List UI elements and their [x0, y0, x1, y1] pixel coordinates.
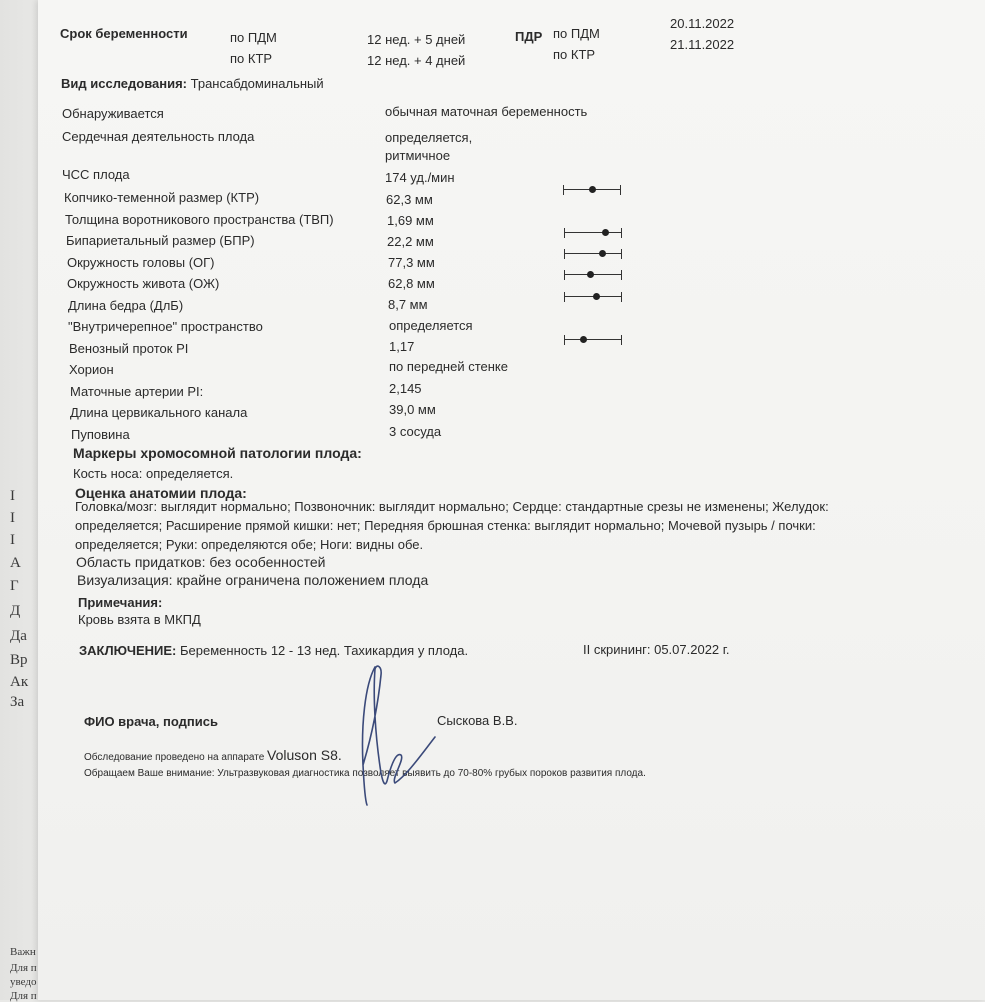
percentile-marker: [599, 250, 606, 257]
term-pdm-value: 12 нед. + 5 дней: [367, 32, 466, 47]
percentile-scale-og: [564, 249, 622, 259]
pdr-pdm-value: 20.11.2022: [670, 16, 735, 31]
row-label: Хорион: [69, 362, 114, 377]
under-text: Д: [10, 603, 21, 619]
row-label: Обнаруживается: [62, 106, 164, 121]
percentile-scale-dlb: [564, 292, 622, 302]
row-value: 77,3 мм: [388, 255, 435, 270]
percentile-marker: [602, 229, 609, 236]
under-text: Ак: [10, 674, 29, 690]
row-value: определяется,: [385, 130, 473, 145]
doctor-label: ФИО врача, подпись: [84, 714, 218, 729]
percentile-scale-venous-duct: [564, 335, 622, 345]
under-text: Для п: [10, 962, 37, 974]
percentile-marker: [589, 186, 596, 193]
under-text: Вр: [10, 652, 28, 668]
row-label: Длина цервикального канала: [70, 405, 248, 420]
row-label: Сердечная деятельность плода: [62, 129, 255, 144]
anatomy-line: Головка/мозг: выглядит нормально; Позвоночник: выглядит нормально; Сердце: стандартные срезы не изменены; Желудок:: [75, 499, 829, 514]
doctor-name: Сыскова В.В.: [437, 713, 518, 728]
anatomy-line: определяется; Руки: определяются обе; Ноги: видны обе.: [75, 537, 424, 552]
nasal-bone-text: Кость носа: определяется.: [73, 466, 234, 481]
under-text: Да: [10, 628, 27, 644]
anatomy-text: [75, 497, 829, 554]
under-text: Г: [10, 578, 19, 594]
under-text: I: [10, 488, 15, 504]
anatomy-title: Оценка анатомии плода:: [75, 485, 247, 501]
study-label: Вид исследования:: [61, 76, 188, 91]
row-label: "Внутричерепное" пространство: [68, 319, 263, 334]
percentile-marker: [593, 293, 600, 300]
notes-text: Кровь взята в МКПД: [78, 612, 201, 627]
conclusion-label: ЗАКЛЮЧЕНИЕ:: [79, 643, 177, 658]
markers-title: Маркеры хромосомной патологии плода:: [73, 445, 362, 461]
row-value: 1,17: [389, 339, 415, 354]
notes-title: Примечания:: [78, 595, 163, 610]
percentile-scale-bpr: [564, 228, 622, 238]
row-value: 1,69 мм: [387, 213, 434, 228]
percentile-scale-ktr: [563, 185, 621, 195]
anatomy-line: определяется; Расширение прямой кишки: нет; Передняя брюшная стенка: выглядит нормально; Мочевой пузырь / почки:: [75, 518, 816, 533]
row-value: ритмичное: [385, 148, 451, 163]
row-value: 62,3 мм: [386, 192, 433, 207]
term-label: Срок беременности: [60, 26, 188, 41]
pdr-ktr-label: по КТР: [553, 47, 596, 62]
device-prefix: Обследование проведено на аппарате: [84, 752, 265, 763]
under-text: За: [10, 694, 25, 710]
row-value: 39,0 мм: [389, 402, 436, 417]
under-text: I: [10, 532, 15, 548]
row-value: 62,8 мм: [388, 276, 435, 291]
row-label: Венозный проток PI: [69, 341, 189, 356]
row-label: Бипариетальный размер (БПР): [66, 233, 255, 248]
doctor-signature: [355, 655, 465, 810]
row-label: Маточные артерии PI:: [70, 384, 204, 399]
adnexa-text: Область придатков: без особенностей: [76, 554, 326, 570]
device-name: Voluson S8.: [267, 747, 342, 763]
row-value: определяется: [389, 318, 473, 333]
pdr-label: ПДР: [515, 29, 543, 44]
study-value: Трансабдоминальный: [190, 76, 324, 91]
screening-date: II скрининг: 05.07.2022 г.: [583, 642, 730, 657]
row-value: 22,2 мм: [387, 234, 434, 249]
term-pdm-label: по ПДМ: [230, 30, 277, 45]
percentile-scale-ozh: [564, 270, 622, 280]
under-text: А: [10, 555, 21, 571]
row-label: ЧСС плода: [62, 167, 130, 182]
under-text: уведо: [10, 976, 37, 988]
conclusion-text: Беременность 12 - 13 нед. Тахикардия у плода.: [180, 643, 469, 658]
under-text: I: [10, 510, 15, 526]
row-value: 2,145: [389, 381, 422, 396]
row-label: Пуповина: [71, 427, 130, 442]
pdr-ktr-value: 21.11.2022: [670, 37, 735, 52]
row-label: Копчико-теменной размер (КТР): [64, 190, 260, 205]
study-type: [61, 76, 324, 92]
row-label: Толщина воротникового пространства (ТВП): [65, 212, 334, 227]
row-value: 3 сосуда: [389, 424, 442, 439]
percentile-marker: [587, 271, 594, 278]
percentile-marker: [580, 336, 587, 343]
row-label: Окружность живота (ОЖ): [67, 276, 220, 291]
pdr-pdm-label: по ПДМ: [553, 26, 600, 41]
row-value: по передней стенке: [389, 359, 508, 374]
notice-text: Обращаем Ваше внимание: Ультразвуковая диагностика позволяет выявить до 70-80% грубых пороков развития плода.: [84, 768, 646, 779]
term-ktr-value: 12 нед. + 4 дней: [367, 53, 466, 68]
row-value: 174 уд./мин: [385, 170, 455, 185]
term-ktr-label: по КТР: [230, 51, 273, 66]
visualization-text: Визуализация: крайне ограничена положением плода: [77, 572, 429, 588]
under-text: Важн: [10, 946, 36, 958]
under-text: Для п: [10, 990, 37, 1002]
row-label: Окружность головы (ОГ): [67, 255, 215, 270]
row-label: Длина бедра (ДлБ): [68, 298, 184, 313]
row-value: 8,7 мм: [388, 297, 428, 312]
row-value: обычная маточная беременность: [385, 104, 588, 119]
device-line: [84, 747, 342, 766]
